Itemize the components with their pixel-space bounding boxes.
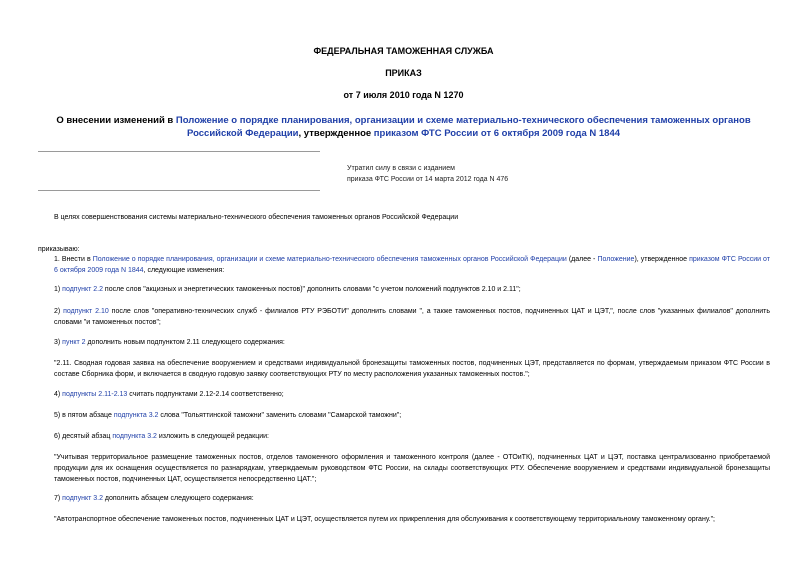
- quote-territorial: "Учитывая территориальное размещение таможенных постов, отделов таможенного оформления и таможенного контроля (далее - ОТОиТК), подчиненных ЦАТ и ЦЭТ, поставка централизованно приобретаемой продукции для их оснащения осуществляется по разнарядкам, утверждаемым руководством ФТС России, на склады соответствующих РТУ. Обеспечение вооружением и средствами индивидуальной бронезащиты таможенных постов, подчиненных ЦАТ, осуществляется непосредственно ЦАТ.";: [54, 454, 770, 483]
- divider-bottom: [38, 190, 320, 191]
- status-note-line1: Утратил силу в связи с изданием: [347, 165, 455, 172]
- subitem-4-link[interactable]: подпункты 2.11-2.13: [62, 391, 128, 398]
- item-1-link-polozhenie[interactable]: Положение: [597, 256, 635, 263]
- subitem-1: [38, 284, 770, 295]
- item-1-link-order[interactable]: приказом ФТС России от 6 октября 2009 года N 1844: [54, 256, 771, 274]
- subitem-1-link[interactable]: подпункт 2.2: [62, 286, 103, 293]
- subitem-2-link[interactable]: подпункт 2.10: [63, 308, 109, 315]
- subitem-7-post: дополнить абзацем следующего содержания:: [102, 495, 254, 502]
- quote-transport: "Автотранспортное обеспечение таможенных постов, подчиненных ЦАТ и ЦЭТ, осуществляется путем их прикрепления для обслуживания к соответствующему территориальному таможенному органу.";: [54, 516, 715, 523]
- title-link-order[interactable]: приказом ФТС России от 6 октября 2009 года N 1844: [373, 128, 621, 139]
- subitem-7-pre: 7): [54, 495, 63, 502]
- subitem-3: [38, 337, 770, 348]
- subitem-4: [38, 389, 770, 400]
- item-1-pre: 1. Внести в: [54, 256, 93, 263]
- doc-date-number: от 7 июля 2010 года N 1270: [343, 90, 464, 100]
- subitem-6: [38, 431, 770, 442]
- order-word: приказываю:: [38, 246, 80, 253]
- agency-name: ФЕДЕРАЛЬНАЯ ТАМОЖЕННАЯ СЛУЖБА: [313, 46, 494, 56]
- subitem-7-link[interactable]: подпункт 3.2: [62, 495, 103, 502]
- subitem-2: [38, 306, 770, 328]
- subitem-1-post: после слов "акцизных и энергетических таможенных постов)" дополнить словами "с учетом положений подпунктов 2.10 и 2.11";: [102, 286, 521, 293]
- subitem-5-post: слова "Тольяттинской таможни" заменить словами "Самарской таможни";: [158, 412, 402, 419]
- doc-type: ПРИКАЗ: [385, 68, 422, 78]
- subitem-2-pre: 2): [54, 308, 64, 315]
- subitem-6-pre: 6) десятый абзац: [54, 433, 113, 440]
- divider-top: [38, 151, 320, 152]
- subitem-3-pre: 3): [54, 339, 63, 346]
- quote-2-11: "2.11. Сводная годовая заявка на обеспечение вооружением и средствами индивидуальной бронезащиты таможенных постов, подчиненных ЦЭТ, представляется по формам, утверждаемым приказом ФТС России в составе Сборника форм, и включается в сводную годовую заявку соответствующих РТУ по месту расположения указанных таможенных постов.";: [54, 360, 770, 378]
- subitem-1-pre: 1): [54, 286, 63, 293]
- subitem-7: [38, 493, 770, 504]
- item-1-mid1: (далее -: [566, 256, 598, 263]
- doc-title: [30, 114, 777, 140]
- subitem-3-link[interactable]: пункт 2: [62, 339, 86, 346]
- title-link-regulation[interactable]: Положение о порядке планирования, организации и схеме материально-технического обеспечения таможенных органов Российской Федерации: [175, 115, 751, 139]
- subitem-5-link[interactable]: подпункта 3.2: [113, 412, 159, 419]
- subitem-3-post: дополнить новым подпунктом 2.11 следующего содержания:: [85, 339, 285, 346]
- item-1-mid2: ), утвержденное: [634, 256, 690, 263]
- subitem-6-post: изложить в следующей редакции:: [156, 433, 270, 440]
- subitem-2-post: после слов "оперативно-технических служб - филиалов РТУ РЭБОТИ" дополнить словами ", а также таможенных постов, подчиненных ЦАТ и ЦЭТ,", после слов "указанных филиалов" дополнить словами "и таможенных постов";: [54, 308, 771, 326]
- subitem-4-pre: 4): [54, 391, 63, 398]
- item-1-link-regulation[interactable]: Положение о порядке планирования, организации и схеме материально-технического обеспечения таможенных органов Российской Федерации: [92, 256, 567, 263]
- preamble: В целях совершенствования системы материально-технического обеспечения таможенных органов Российской Федерации: [54, 214, 459, 221]
- subitem-4-post: считать подпунктами 2.12-2.14 соответственно;: [127, 391, 284, 398]
- subitem-5: [38, 410, 770, 421]
- item-1-post: , следующие изменения:: [143, 267, 225, 274]
- item-1: [38, 254, 770, 276]
- status-note: [347, 163, 508, 185]
- subitem-6-link[interactable]: подпункта 3.2: [112, 433, 157, 440]
- status-note-line2: приказа ФТС России от 14 марта 2012 года N 476: [347, 176, 509, 183]
- title-middle: , утвержденное: [298, 128, 374, 139]
- title-prefix: О внесении изменений в: [56, 115, 176, 126]
- subitem-5-pre: 5) в пятом абзаце: [54, 412, 114, 419]
